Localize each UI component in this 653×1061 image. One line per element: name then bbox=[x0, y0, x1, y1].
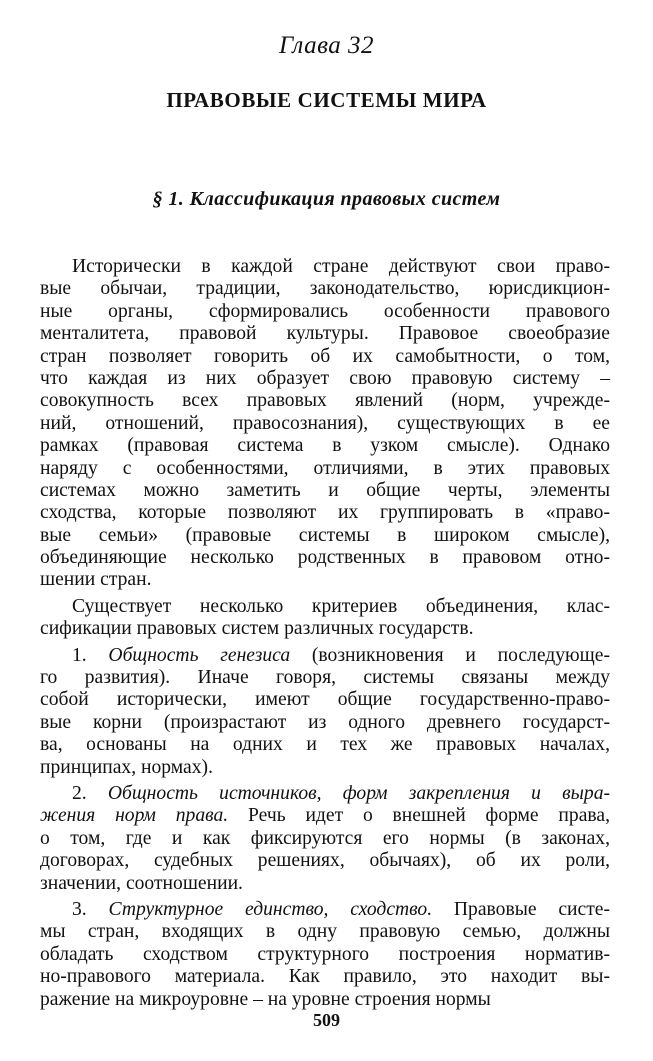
text-line: менталитета, правовой культуры. Правовое своеобразие bbox=[40, 323, 610, 345]
text-line: собой исторически, имеют общие государственно-право- bbox=[40, 689, 610, 711]
text-line: системах можно заметить и общие черты, элементы bbox=[40, 479, 610, 501]
list-number: 2. bbox=[72, 782, 108, 804]
text-line: значении, соотношении. bbox=[40, 872, 243, 894]
list-number: 3. bbox=[72, 898, 109, 920]
text-line: принципах, нормах). bbox=[40, 756, 213, 778]
text-line: ные органы, сформировались особенности правового bbox=[40, 300, 610, 322]
paragraph bbox=[40, 645, 610, 779]
criterion-term: жения норм права. bbox=[40, 805, 229, 827]
page-number: 509 bbox=[313, 1010, 340, 1030]
text-line: го развития). Иначе говоря, системы связаны между bbox=[40, 667, 610, 689]
text-line: Существует несколько критериев объединения, клас- bbox=[72, 595, 610, 617]
section-heading: § 1. Классификация правовых систем bbox=[152, 188, 501, 210]
text-line: наряду с особенностями, отличиями, в этих правовых bbox=[40, 457, 610, 479]
text-line: рамках (правовая система в узком смысле). Однако bbox=[40, 435, 610, 457]
paragraph bbox=[40, 783, 610, 895]
text-line: шении стран. bbox=[40, 569, 152, 591]
chapter-title: ПРАВОВЫЕ СИСТЕМЫ МИРА bbox=[166, 88, 487, 112]
paragraph bbox=[40, 899, 610, 1011]
text-line: о том, где и как фиксируются его нормы (в законах, bbox=[40, 827, 610, 849]
text-line: обладать сходством структурного построения норматив- bbox=[40, 943, 610, 965]
paragraph bbox=[40, 256, 610, 592]
criterion-term: Структурное единство, сходство. bbox=[108, 898, 433, 920]
text-line: совокупность всех правовых явлений (норм, учрежде- bbox=[40, 390, 610, 412]
paragraph bbox=[40, 596, 610, 641]
text-line: но-правового материала. Как правило, это находит вы- bbox=[40, 966, 610, 988]
text-line: вые семьи» (правовые системы в широком смысле), bbox=[40, 524, 610, 546]
chapter-heading: Глава 32 bbox=[278, 32, 375, 59]
text-line: стран позволяет говорить об их самобытности, о том, bbox=[40, 345, 610, 367]
text-line: объединяющие несколько родственных в правовом отно- bbox=[40, 547, 610, 569]
criterion-term: Общность генезиса bbox=[108, 644, 291, 666]
text-line: вые корни (произрастают из одного древнего государст- bbox=[40, 711, 610, 733]
text-line: сходства, которые позволяют их группировать в «право- bbox=[40, 502, 610, 524]
text-line bbox=[40, 899, 610, 921]
text-line: ва, основаны на одних и тех же правовых началах, bbox=[40, 734, 610, 756]
text-line: Исторически в каждой стране действуют свои право- bbox=[72, 256, 610, 277]
text-line: ний, отношений, правосознания), существующих в ее bbox=[40, 412, 610, 434]
text-line: вые обычаи, традиции, законодательство, юрисдикцион- bbox=[40, 278, 610, 300]
criterion-term: Общность источников, форм закрепления и выра- bbox=[107, 782, 611, 804]
text-line: сификации правовых систем различных государств. bbox=[40, 618, 474, 640]
text-line: договорах, судебных решениях, обычаях), об их роли, bbox=[40, 850, 610, 872]
text-line bbox=[40, 805, 610, 827]
line-text: Речь идет о внешней форме права, bbox=[228, 805, 611, 827]
text-line: что каждая из них образует свою правовую систему – bbox=[40, 367, 610, 389]
text-line: ражение на микроуровне – на уровне строения нормы bbox=[40, 988, 491, 1010]
text-line: мы стран, входящих в одну правовую семью, должны bbox=[40, 921, 610, 943]
list-number: 1. bbox=[72, 644, 109, 666]
line-text: Правовые систе- bbox=[432, 898, 611, 920]
text-line bbox=[40, 645, 610, 667]
body-text bbox=[40, 256, 610, 1011]
line-text: (возникновения и последующе- bbox=[290, 644, 610, 666]
text-line bbox=[40, 783, 610, 805]
